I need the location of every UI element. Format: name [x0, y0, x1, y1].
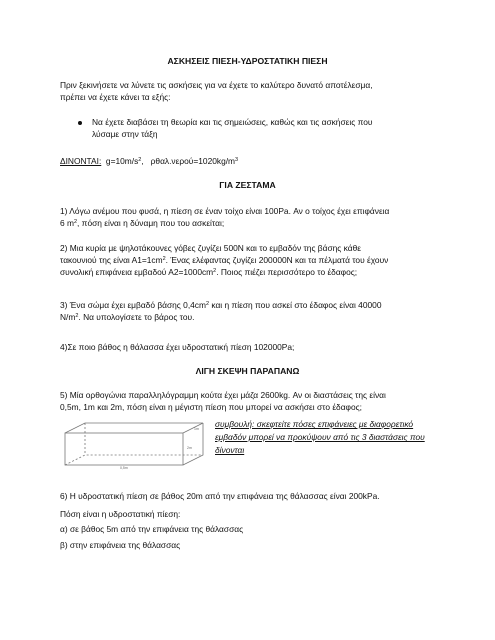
hint-line-3: δίνονται: [215, 445, 245, 455]
q6-part-a: α) σε βάθος 5m από την επιφάνεια της θάλασσας: [60, 524, 244, 534]
box-label-width: 0,5m: [120, 466, 128, 470]
box-side-face: [183, 423, 203, 465]
bullet-line-1: Να έχετε διαβάσει τη θεωρία και τις σημειώσεις, καθώς και τις ασκήσεις που: [92, 117, 373, 127]
q2-line-3: [60, 266, 435, 278]
q2-line-2-exp: 2: [162, 256, 166, 262]
bullet-item: [92, 116, 435, 140]
q3-line-2-pre: N/m: [60, 312, 76, 322]
question-2: [60, 242, 435, 278]
box-label-depth: 1m: [194, 427, 199, 431]
box-hidden-edges: [65, 455, 203, 465]
q4-line-1: 4)Σε ποιο βάθος η θάλασσα έχει υδροστατική πίεση 102000Pa;: [60, 342, 295, 352]
question-5: [60, 389, 435, 413]
q2-line-2: [60, 254, 435, 266]
q5-line-1: 5) Μία ορθογώνια παραλληλόγραμμη κούτα έχει μάζα 2600kg. Αν οι διαστάσεις της είναι: [60, 390, 386, 400]
q3-line-2-post: . Να υπολογίσετε το βάρος του.: [78, 312, 195, 322]
given-label: ΔΙΝΟΝΤΑΙ:: [60, 156, 102, 166]
q6-line-2: Πόση είναι η υδροστατική πίεση:: [60, 509, 181, 519]
document-title: ΑΣΚΗΣΕΙΣ ΠΙΕΣΗ-ΥΔΡΟΣΤΑΤΙΚΗ ΠΙΕΣΗ: [167, 56, 328, 66]
given-rho: ρθαλ.νερού=1020kg/m: [150, 156, 236, 166]
q3-line-2: [60, 311, 435, 323]
hint-line-2: εμβαδόν μπορεί να προκύψουν από τις 3 διαστάσεις που: [215, 432, 425, 442]
section-title-warmup: ΓΙΑ ΖΕΣΤΑΜΑ: [219, 180, 276, 190]
q1-area: 6 m: [60, 218, 74, 228]
intro-line-1: Πριν ξεκινήσετε να λύνετε τις ασκήσεις για να έχετε το καλύτερο δυνατό αποτέλεσμα,: [60, 80, 373, 90]
question-6-prompt: [60, 508, 435, 520]
box-label-height: 2m: [187, 446, 192, 450]
q2-line-3-pre: συνολική επιφάνεια εμβαδού Α2=1000cm: [60, 267, 214, 277]
question-3: [60, 299, 435, 323]
bullet-dot-icon: [78, 121, 82, 125]
given-g: g=10m/s: [105, 156, 139, 166]
q2-line-2-pre: τακουνιού της είναι Α1=1cm: [60, 255, 163, 265]
intro-line-2: πρέπει να έχετε κάνει τα εξής:: [60, 92, 171, 102]
section-title-more-thinking: ΛΙΓΗ ΣΚΕΨΗ ΠΑΡΑΠΑΝΩ: [195, 366, 300, 376]
q1-line-1: 1) Λόγω ανέμου που φυσά, η πίεση σε έναν τοίχο είναι 100Pa. Αν ο τοίχος έχει επιφάνεια: [60, 206, 390, 216]
hint-text: [215, 418, 435, 457]
question-6-part-b: [60, 539, 435, 551]
intro-paragraph: [60, 79, 435, 103]
given-g-comma: ,: [141, 156, 144, 166]
question-1: [60, 205, 435, 229]
q2-line-3-exp: 2: [213, 268, 217, 274]
question-4: [60, 341, 435, 353]
box-front-face: [65, 433, 183, 465]
q3-line-1: [60, 299, 435, 311]
given-g-exp: 2: [138, 157, 142, 163]
question-6: [60, 490, 435, 502]
q6-line-1: 6) Η υδροστατική πίεση σε βάθος 20m από την επιφάνεια της θάλασσας είναι 200kPa.: [60, 491, 380, 501]
q3-line-2-exp: 2: [75, 313, 79, 319]
given-line: [60, 155, 435, 167]
box-top-face: [65, 423, 203, 433]
given-rho-exp: 3: [235, 157, 239, 163]
q2-line-2-post: . Ένας ελέφαντας ζυγίζει 200000N και τα πέλματά του έχουν: [165, 255, 389, 265]
q2-line-3-post: . Ποιος πιέζει περισσότερο το έδαφος;: [216, 267, 358, 277]
box-diagram: [60, 419, 210, 471]
q3-line-1-exp: 2: [205, 301, 210, 307]
question-6-part-a: [60, 523, 435, 535]
q5-line-2: 0,5m, 1m και 2m, πόση είναι η μέγιστη πίεση που μπορεί να ασκήσει στο έδαφος;: [60, 402, 363, 412]
q6-part-b: β) στην επιφάνεια της θάλασσας: [60, 540, 181, 550]
q1-area-exp: 2: [73, 219, 78, 225]
q1-question: , πόση είναι η δύναμη που του ασκείται;: [77, 218, 225, 228]
q3-line-1-post: και η πίεση που ασκεί στο έδαφος είναι 40000: [209, 300, 382, 310]
bullet-line-2: λύσαμε στην τάξη: [92, 129, 158, 139]
q3-line-1-pre: 3) Ένα σώμα έχει εμβαδό βάσης 0,4cm: [60, 300, 206, 310]
hint-line-1: συμβουλή: σκεφτείτε πόσες επιφάνειες με διαφορετικό: [215, 419, 414, 429]
q2-line-1: 2) Μια κυρία με ψηλοτάκουνες γόβες ζυγίζει 500N και το εμβαδόν της βάσης κάθε: [60, 243, 361, 253]
q1-line-2: [60, 217, 435, 229]
